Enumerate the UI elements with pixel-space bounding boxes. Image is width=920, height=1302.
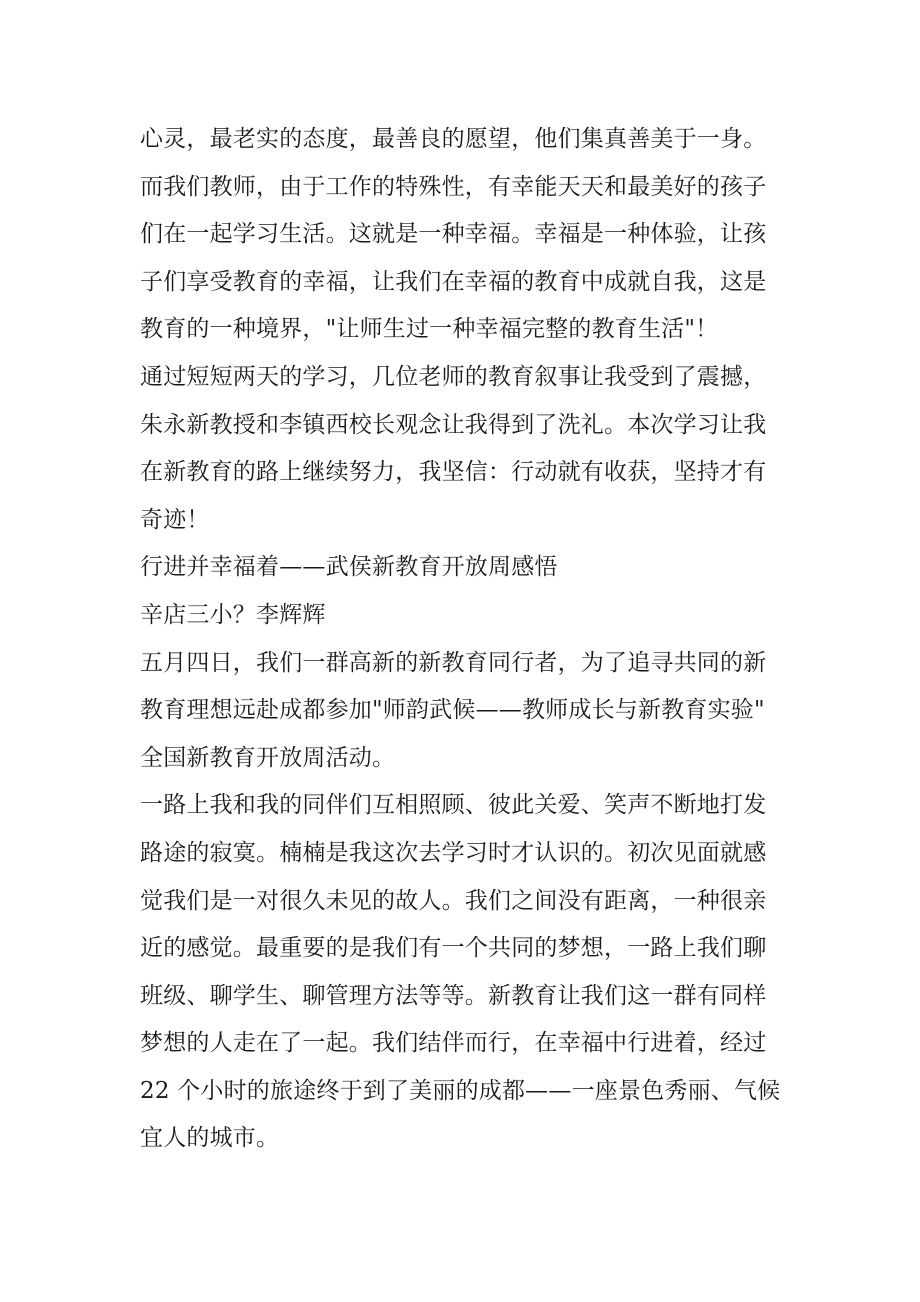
text-line: 朱永新教授和李镇西校长观念让我得到了洗礼。本次学习让我 [140,411,767,438]
text-line: 宜人的城市。 [140,1125,280,1152]
text-line: 教育理想远赴成都参加"师韵武候——教师成长与新教育实验" [140,697,765,724]
text-line: 班级、聊学生、聊管理方法等等。新教育让我们这一群有同样 [140,982,767,1009]
section-title: 行进并幸福着——武侯新教育开放周感悟 [140,554,558,581]
text-line: 子们享受教育的幸福，让我们在幸福的教育中成就自我，这是 [140,268,767,295]
text-line: 在新教育的路上继续努力，我坚信：行动就有收获，坚持才有 [140,459,767,486]
text-line: 一路上我和我的同伴们互相照顾、彼此关爱、笑声不断地打发 [140,792,767,819]
text-line: 心灵，最老实的态度，最善良的愿望，他们集真善美于一身。 [140,126,767,152]
text-line: 五月四日，我们一群高新的新教育同行者，为了追寻共同的新 [140,649,767,676]
body-text [140,116,790,1163]
text-line: 们在一起学习生活。这就是一种幸福。幸福是一种体验，让孩 [140,221,767,248]
text-line: 路途的寂寞。楠楠是我这次去学习时才认识的。初次见面就感 [140,839,767,866]
author-line: 辛店三小？李辉辉 [140,601,326,628]
text-line: 而我们教师，由于工作的特殊性，有幸能天天和最美好的孩子 [140,173,767,200]
text-line: 梦想的人走在了一起。我们结伴而行，在幸福中行进着，经过 [140,1030,767,1057]
text-line: 教育的一种境界，"让师生过一种幸福完整的教育生活"！ [140,316,719,343]
text-line: 22 个小时的旅途终于到了美丽的成都——一座景色秀丽、气候 [140,1077,781,1104]
text-line: 觉我们是一对很久未见的故人。我们之间没有距离，一种很亲 [140,887,767,914]
text-line: 奇迹！ [140,506,210,533]
text-line: 近的感觉。最重要的是我们有一个共同的梦想，一路上我们聊 [140,935,767,962]
text-line: 全国新教育开放周活动。 [140,744,396,771]
text-line: 通过短短两天的学习，几位老师的教育叙事让我受到了震撼， [140,363,767,390]
